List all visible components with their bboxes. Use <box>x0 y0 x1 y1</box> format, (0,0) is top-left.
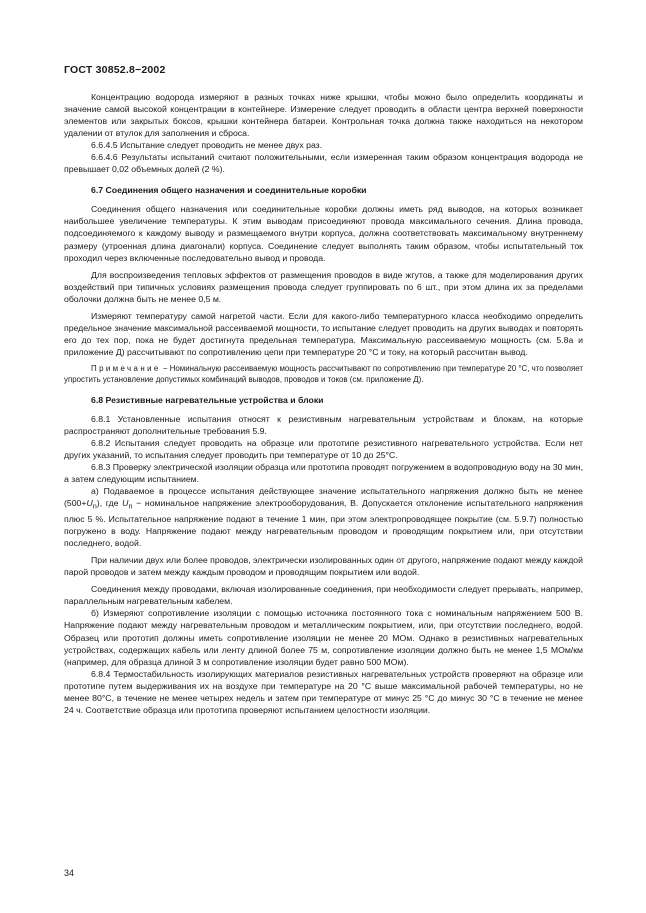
paragraph: Соединения общего назначения или соединительные коробки должны иметь ряд выводов, на которых возникает наибольшее увеличение температуры. К этим выводам присоединяют провода максимального сечения. Длина провода, подсоединяемого к каждому выводу и размещаемого внутри корпуса, должна соответствовать максимальному внутреннему размеру (утроенная длина диагонали) корпуса. Соединение следует выполнять таким образом, чтобы испытательный ток проходил через включенные последовательно вывод и провода. <box>64 204 583 263</box>
clause-6-8-3: 6.8.3 Проверку электрической изоляции образца или прототипа проводят погружением в водопроводную воду на 30 мин, а затем следующим испытанием. <box>64 462 583 485</box>
paragraph: При наличии двух или более проводов, электрически изолированных один от другого, напряжение подают между каждой парой проводов и затем между каждым проводом и проводящим покрытием или водой. <box>64 555 583 578</box>
paragraph: Концентрацию водорода измеряют в разных точках ниже крышки, чтобы можно было определить координаты и значение самой высокой концентрации в контейнере. Измерение следует проводить в области центра верхней поверхности элементов или закрытых боксов, крышки контейнера батареи. Контрольная точка должна также находиться на некотором удалении от втулок для заполнения и сброса. <box>64 92 583 139</box>
section-heading-6-7: 6.7 Соединения общего назначения и соединительные коробки <box>91 185 367 196</box>
voltage-subscript: n <box>92 502 97 512</box>
clause-6-6-4-5: 6.6.4.5 Испытание следует проводить не менее двух раз. <box>91 140 323 151</box>
note-label: Примечание <box>91 363 161 373</box>
paragraph: Измеряют температуру самой нагретой части. Если для какого-либо температурного класса необходимо определить предельное значение максимальной рассеиваемой мощности, то испытание следует проводить на других выводах и повторять его до тех пор, пока не будет достигнута предельная температура. Максимальную рассеиваемую мощность (см. 5.8а и приложение Д) рассчитывают по сопротивлению цепи при температуре 20 °С и току, на который рассчитан вывод. <box>64 310 583 357</box>
voltage-subscript: n <box>128 502 133 512</box>
item-a: а) Подаваемое в процессе испытания действующее значение испытательного напряжения должно быть не менее $(500+U_n)$, где $U_n$ − номинальное напряжение электрооборудования, В. Допускается отклонение испытательного напряжения плюс 5 %. Испытательное напряжение подают в течение 1 мин, при этом электропроводящее покрытие (см. 5.9.7) полностью погружено в воду. Напряжение подают между нагревательным проводом и проводящим покрытием или, при отсутствии последнего, водой. <box>64 486 583 549</box>
note-text: − Номинальную рассеиваемую мощность рассчитывают по сопротивлению при температуре 20 °С, что позволяет упростить установление допустимых комбинаций выводов, проводов и токов (см. приложение Д). <box>64 363 583 384</box>
section-heading-6-8: 6.8 Резистивные нагревательные устройства и блоки <box>91 394 324 405</box>
paragraph: Соединения между проводами, включая изолированные соединения, при необходимости следует прерывать, например, параллельным нагревательным кабелем. <box>64 584 583 607</box>
page-number: 34 <box>64 868 75 878</box>
clause-6-6-4-6: 6.6.4.6 Результаты испытаний считают положительными, если измеренная таким образом концентрация водорода не превышает 0,02 объемных долей (2 %). <box>64 152 583 175</box>
voltage-symbol: U <box>122 498 129 509</box>
item-b: б) Измеряют сопротивление изоляции с помощью источника постоянного тока с номинальным напряжением 500 В. Напряжение подают между нагревательным проводом и металлическим покрытием, или, при отсутствии последнего, водой. Образец или прототип должны иметь сопротивление изоляции не менее 20 МОм. Однако в резистивных нагревательных устройствах, содержащих кабель или ленту длиной более 75 м, сопротивление изоляции должно быть не менее 1,5 МОм/км (например, для образца длиной 3 м сопротивление изоляции будет равно 500 МОм). <box>64 608 583 667</box>
clause-6-8-2: 6.8.2 Испытания следует проводить на образце или прототипе резистивного нагревательного устройства. Если нет других указаний, то испытания следует проводить при температуре от 10 до 25°С. <box>64 438 583 461</box>
document-body <box>64 91 583 716</box>
clause-6-8-4: 6.8.4 Термостабильность изолирующих материалов резистивных нагревательных устройств проверяют на образце или прототипе путем выдерживания их на воздухе при температуре на 20 °С выше максимальной рабочей температуры, но не менее 80°С, в течение не менее четырех недель и затем при температуре от минус 25 °С до минус 30 °С в течение не менее 24 ч. Соответствие образца или прототипа проверяют испытанием целостности изоляции. <box>64 668 583 715</box>
paragraph: Для воспроизведения тепловых эффектов от размещения проводов в виде жгутов, а также для моделирования других воздействий при типичных условиях размещения провода следует группировать по 6 шт., при этом длина их за пределами оболочки должна быть не менее 0,5 м. <box>64 269 583 304</box>
note <box>64 363 583 385</box>
standard-header: ГОСТ 30852.8−2002 <box>64 64 166 76</box>
voltage-symbol: U <box>86 498 93 509</box>
clause-6-8-1: 6.8.1 Установленные испытания относят к резистивным нагревательным устройствам и блокам, на которые распространяют дополнительные требования 5.9. <box>64 413 583 437</box>
